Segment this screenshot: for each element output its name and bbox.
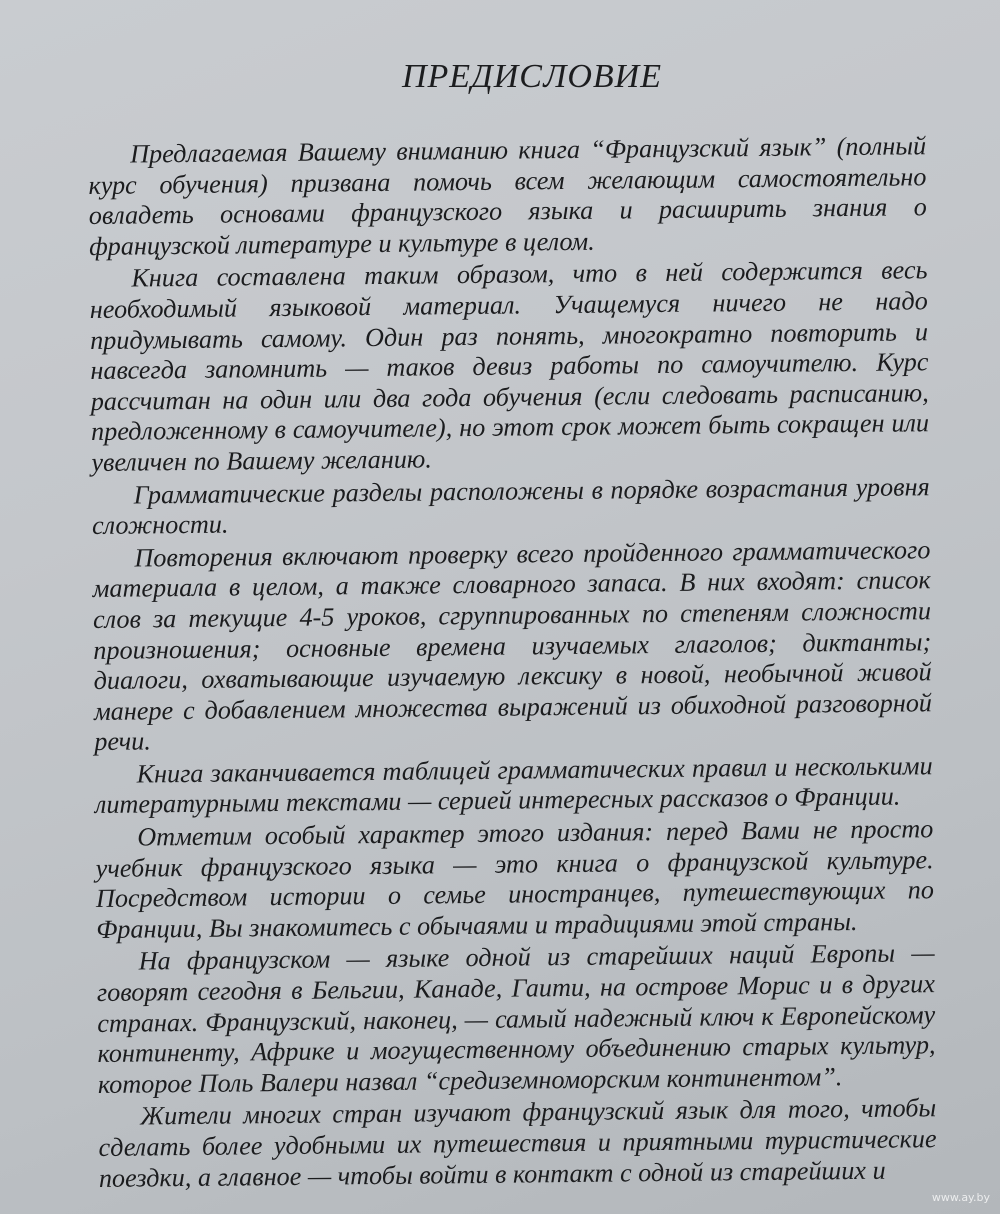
page-title: ПРЕДИСЛОВИЕ <box>401 58 663 95</box>
paragraph-1: Предлагаемая Вашему вниманию книга “Французский язык” (полный курс обучения) призвана помочь всем желающим самостоятельно овладеть основами французского языка и расширить знания о французской литературе и культуре в целом. <box>88 131 927 261</box>
paragraph-5: Книга заканчивается таблицей грамматических правил и несколькими литературными текстами — серией интересных рассказов о Франции. <box>94 751 933 820</box>
paragraph-4: Повторения включают проверку всего пройденного грамматического материала в целом, а также словарного запаса. В них входят: список слов за текущие 4-5 уроков, сгруппированных по степеням сложности произношения; основные времена изучаемых глаголов; диктанты; диалоги, охватывающие изучаемую лексику в новой, необычной живой манере с добавлением множества выражений из обиходной разговорной речи. <box>92 534 933 757</box>
preface-text <box>88 131 937 1196</box>
paragraph-8: Жители многих стран изучают французский язык для того, чтобы сделать более удобными их путешествия и приятными туристические поездки, а главное — чтобы войти в контакт с одной из старейших и <box>98 1093 937 1193</box>
watermark: www.ay.by <box>931 1191 990 1204</box>
paragraph-6: Отметим особый характер этого издания: перед Вами не просто учебник французского языка — это книга о французской культуре. Посредством истории о семье иностранцев, путешествующих по Франции, Вы знакомитесь с обычаями и традициями этой страны. <box>95 814 935 944</box>
paragraph-2: Книга составлена таким образом, что в ней содержится весь необходимый языковой материал. Учащемуся ничего не надо придумывать самому. Один раз понять, многократно повторить и навсегда запомнить — таков девиз работы по самоучителю. Курс рассчитан на один или два года обучения (если следовать расписанию, предложенному в самоучителе), но этот срок может быть сокращен или увеличен по Вашему желанию. <box>89 255 930 477</box>
paragraph-7: На французском — языке одной из старейших наций Европы — говорят сегодня в Бельгии, Канаде, Гаити, на острове Морис и в других странах. Французский, наконец, — самый надежный ключ к Европейскому континенту, Африке и могущественному объединению старых культур, которое Поль Валери назвал “средиземноморским континентом”. <box>96 938 936 1099</box>
paragraph-3: Грамматические разделы расположены в порядке возрастания уровня сложности. <box>91 471 930 541</box>
